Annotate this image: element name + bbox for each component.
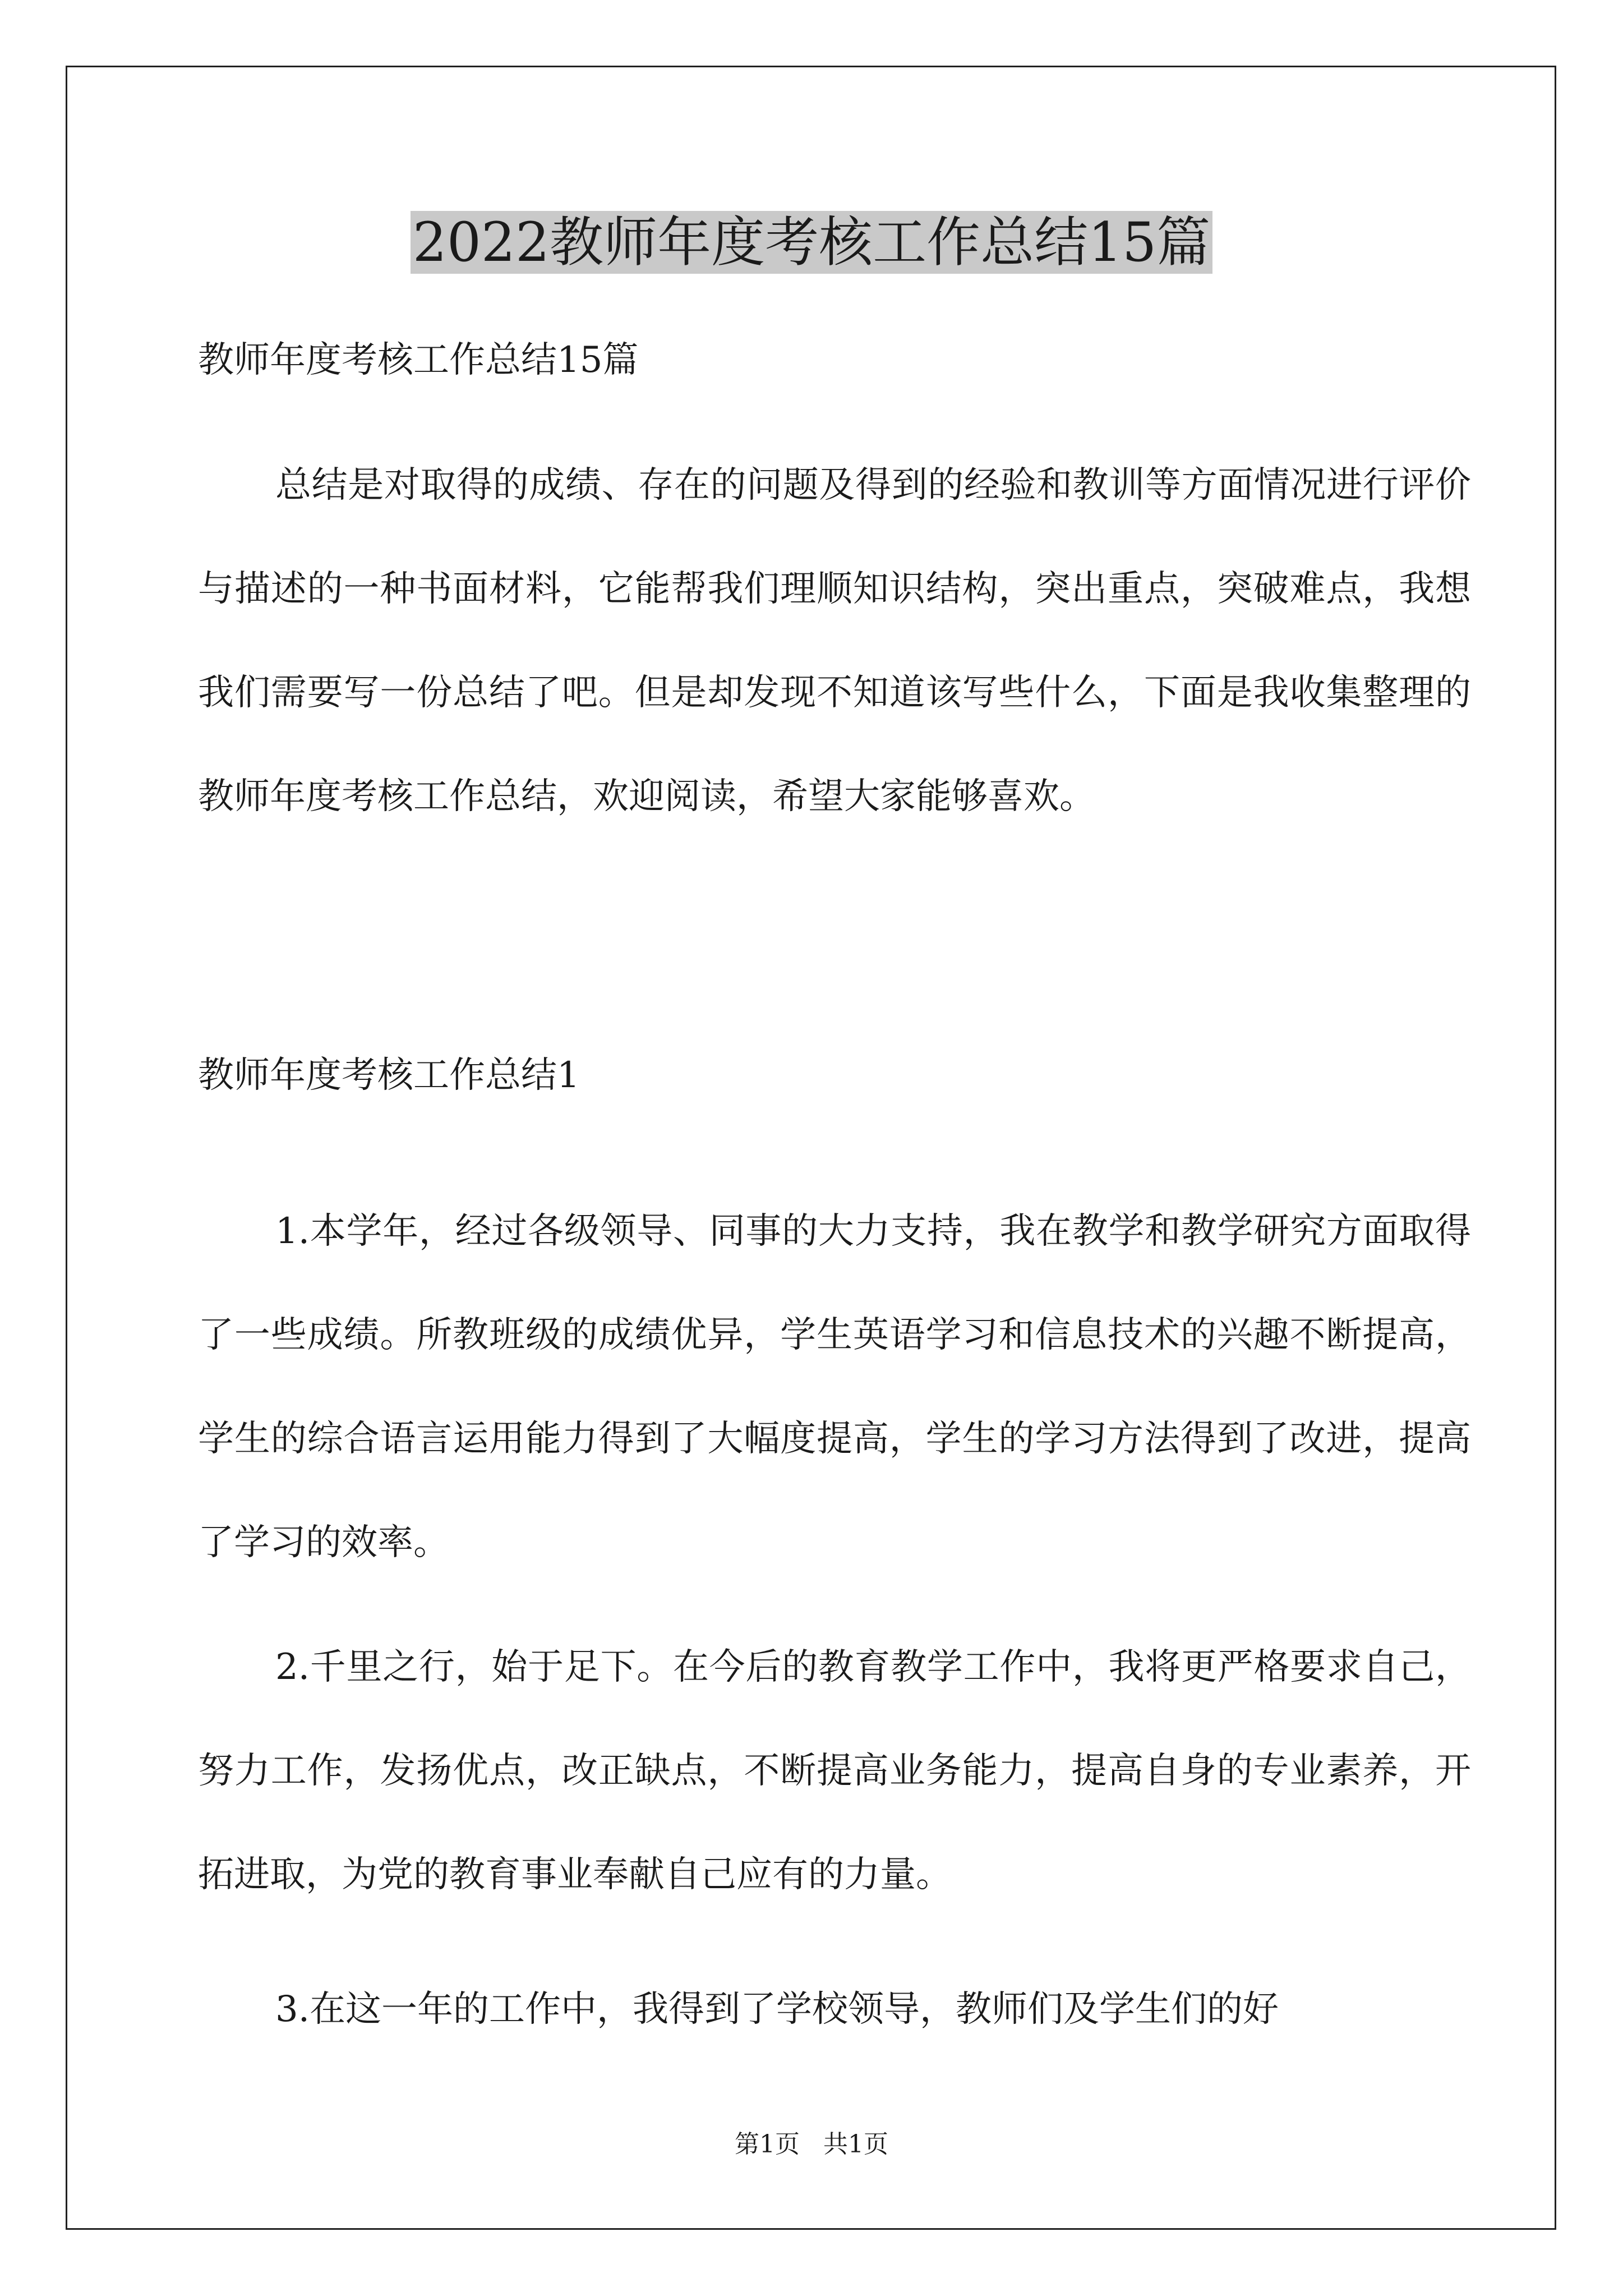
intro-paragraph: 总结是对取得的成绩、存在的问题及得到的经验和教训等方面情况进行评价与描述的一种书面材料，它能帮我们理顺知识结构，突出重点，突破难点，我想我们需要写一份总结了吧。但是却发现不知道该写些什么，下面是我收集整理的教师年度考核工作总结，欢迎阅读，希望大家能够喜欢。	[198, 464, 1471, 817]
document-title-text: 2022教师年度考核工作总结15篇	[411, 211, 1212, 274]
page-number: 第1页	[735, 2130, 800, 2159]
document-subtitle: 教师年度考核工作总结15篇	[198, 339, 639, 381]
page-footer	[0, 2128, 1623, 2161]
document-title	[0, 203, 1623, 282]
body-paragraph: 2.千里之行，始于足下。在今后的教育教学工作中，我将更严格要求自己，努力工作，发扬优点，改正缺点，不断提高业务能力，提高自身的专业素养，开拓进取，为党的教育事业奉献自己应有的力量。	[198, 1646, 1471, 1895]
body-paragraph: 3.在这一年的工作中，我得到了学校领导，教师们及学生们的好	[275, 1989, 1279, 2030]
section-heading: 教师年度考核工作总结1	[198, 1055, 580, 1096]
page-total: 共1页	[823, 2130, 888, 2159]
body-paragraph: 1.本学年，经过各级领导、同事的大力支持，我在教学和教学研究方面取得了一些成绩。所教班级的成绩优异，学生英语学习和信息技术的兴趣不断提高，学生的综合语言运用能力得到了大幅度提高，学生的学习方法得到了改进，提高了学习的效率。	[198, 1211, 1471, 1563]
